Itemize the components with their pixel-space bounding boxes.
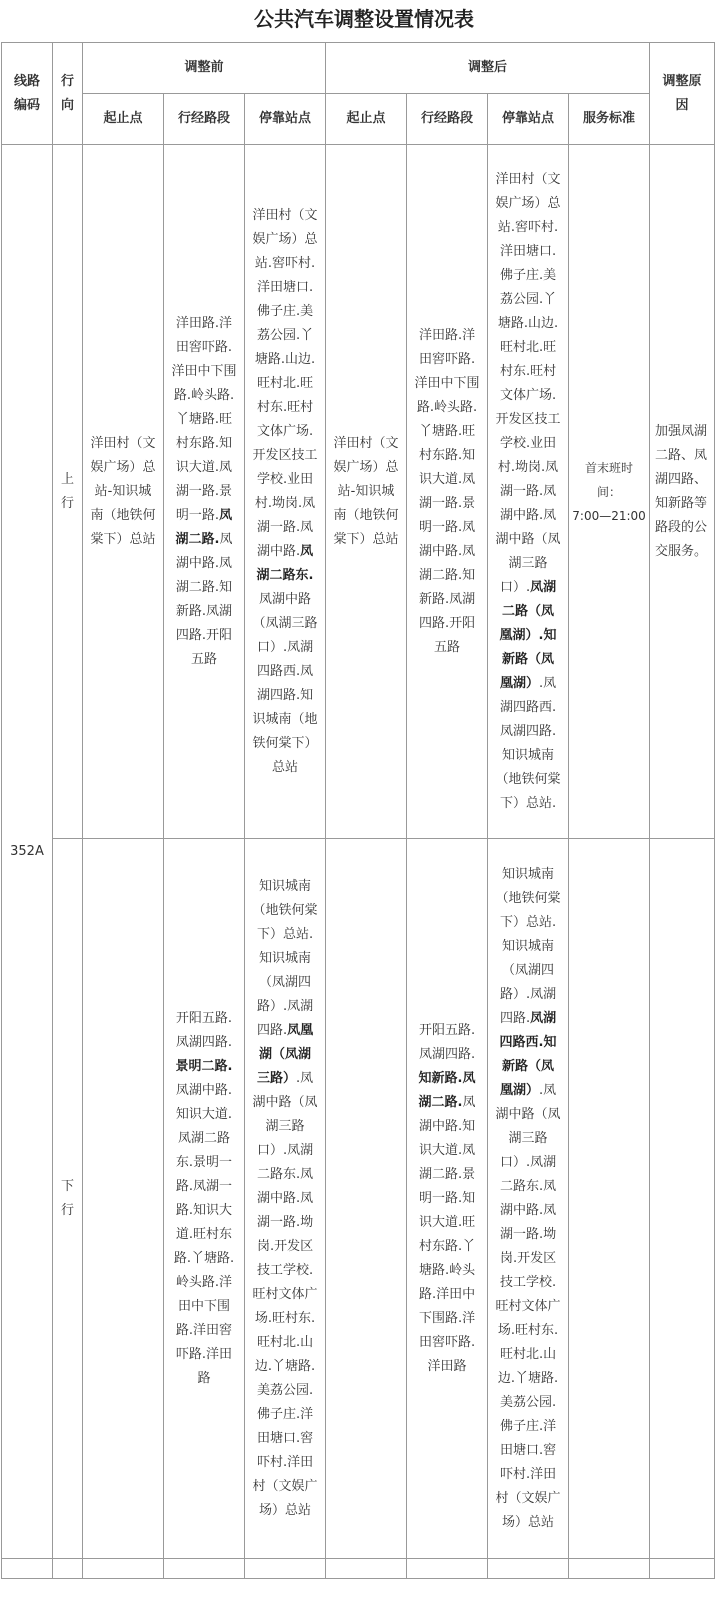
header-service: 服务标准 xyxy=(569,94,650,145)
header-before-endpoints: 起止点 xyxy=(83,94,164,145)
header-direction: 行 向 xyxy=(53,43,83,145)
before-route-cell xyxy=(164,145,245,839)
after-route-cell xyxy=(407,839,488,1559)
header-line-code: 线路 编码 xyxy=(2,43,53,145)
after-stops-cell xyxy=(488,145,569,839)
reason-cell: 加强凤湖 二路、凤 湖四路、 知新路等 路段的公 交服务。 xyxy=(650,145,715,839)
before-endpoints-cell xyxy=(83,839,164,1559)
after-endpoints-cell: 洋田村（文 娱广场）总 站-知识城 南（地铁何 棠下）总站 xyxy=(326,145,407,839)
text-segment: 凤 湖中路.凤 湖二路.知 新路.凤湖 四路.开阳 五路 xyxy=(175,531,233,667)
table-row xyxy=(2,145,715,839)
highlighted-text: 凤湖 二路（凤 凰湖）.知 新路（凤 凰湖） xyxy=(499,579,557,691)
header-before-route: 行经路段 xyxy=(164,94,245,145)
highlighted-text: 凤 湖二路东. xyxy=(256,543,314,583)
header-before-stops: 停靠站点 xyxy=(245,94,326,145)
partial-cell xyxy=(83,1559,164,1579)
partial-cell xyxy=(2,1559,53,1579)
text-segment: 凤 湖中路.知 识大道.凤 湖二路.景 明一路.知 识大道.旺 村东路.丫 塘路.岭头 路.洋田中 下围路.洋 田窖吓路. 洋田路 xyxy=(418,1094,476,1374)
text-segment: 洋田路.洋 田窖吓路. 洋田中下围 路.岭头路. 丫塘路.旺 村东路.知 识大道.凤 湖一路.景 明一路. xyxy=(171,315,237,523)
direction-cell: 上 行 xyxy=(53,145,83,839)
partial-cell xyxy=(569,1559,650,1579)
partial-cell xyxy=(164,1559,245,1579)
reason-cell xyxy=(650,839,715,1559)
page-title: 公共汽车调整设置情况表 xyxy=(254,7,474,31)
text-segment: 洋田村（文 娱广场）总 站.窖吓村. 洋田塘口. 佛子庄.美 荔公园.丫 塘路.山边. 旺村北.旺 村东.旺村 文体广场. 开发区技工 学校.业田 村.坳岗.凤 湖一路.凤 湖中路.凤 湖中路（凤 湖三路 口）. xyxy=(495,171,561,595)
text-segment: 知识城南 （地铁何棠 下）总站. 知识城南 （凤湖四 路）.凤湖 四路. xyxy=(252,878,318,1038)
text-segment: 开阳五路. 凤湖四路. xyxy=(175,1010,233,1050)
header-after-route: 行经路段 xyxy=(407,94,488,145)
text-segment: .凤 湖中路（凤 湖三路 口）.凤湖 二路东.凤 湖中路.凤 湖一路.坳 岗.开发区 技工学校. 旺村文体广 场.旺村东. 旺村北.山 边.丫塘路. 美荔公园. 佛子庄.洋 田塘口.窖 吓村.洋田 村（文娱广 场）总站 xyxy=(252,1070,318,1518)
text-segment: 凤湖中路 （凤湖三路 口）.凤湖 四路西.凤 湖四路.知 识城南（地 铁何棠下） 总站 xyxy=(252,591,318,775)
partial-cell xyxy=(53,1559,83,1579)
text-segment: .凤 湖四路西. 凤湖四路. 知识城南 （地铁何棠 下）总站. xyxy=(495,675,561,811)
table-row-partial xyxy=(2,1559,715,1579)
partial-cell xyxy=(326,1559,407,1579)
service-cell xyxy=(569,839,650,1559)
before-stops-cell xyxy=(245,839,326,1559)
text-segment: 开阳五路. 凤湖四路. xyxy=(418,1022,476,1062)
after-stops-cell xyxy=(488,839,569,1559)
partial-cell xyxy=(407,1559,488,1579)
highlighted-text: 凤 湖二路. xyxy=(175,507,233,547)
adjustment-table xyxy=(1,42,715,1579)
partial-cell xyxy=(650,1559,715,1579)
partial-cell xyxy=(245,1559,326,1579)
header-after-endpoints: 起止点 xyxy=(326,94,407,145)
after-endpoints-cell xyxy=(326,839,407,1559)
partial-cell xyxy=(488,1559,569,1579)
text-segment: 洋田路.洋 田窖吓路. 洋田中下围 路.岭头路. 丫塘路.旺 村东路.知 识大道.凤 湖一路.景 明一路.凤 湖中路.凤 湖二路.知 新路.凤湖 四路.开阳 五路 xyxy=(414,327,480,655)
text-segment: 凤湖中路. 知识大道. 凤湖二路 东.景明一 路.凤湖一 路.知识大 道.旺村东 路.丫塘路. 岭头路.洋 田中下围 路.洋田窖 吓路.洋田 路 xyxy=(173,1082,235,1386)
header-reason: 调整原 因 xyxy=(650,43,715,145)
highlighted-text: 知新路.凤 湖二路. xyxy=(418,1070,476,1110)
before-route-cell xyxy=(164,839,245,1559)
highlighted-text: 凤凰 湖（凤湖 三路） xyxy=(256,1022,314,1086)
highlighted-text: 景明二路. xyxy=(175,1058,233,1074)
header-before: 调整前 xyxy=(83,43,326,94)
text-segment: 洋田村（文 娱广场）总 站.窖吓村. 洋田塘口. 佛子庄.美 荔公园.丫 塘路.山边. 旺村北.旺 村东.旺村 文体广场. 开发区技工 学校.业田 村.坳岗.凤 湖一路.凤 湖中路. xyxy=(252,207,318,559)
text-segment: 知识城南 （地铁何棠 下）总站. 知识城南 （凤湖四 路）.凤湖 四路. xyxy=(495,866,561,1026)
service-cell: 首末班时 间： 7:00—21:00 xyxy=(569,145,650,839)
header-after-stops: 停靠站点 xyxy=(488,94,569,145)
line-code-cell: 352A xyxy=(2,145,53,1559)
after-route-cell xyxy=(407,145,488,839)
before-endpoints-cell: 洋田村（文 娱广场）总 站-知识城 南（地铁何 棠下）总站 xyxy=(83,145,164,839)
before-stops-cell xyxy=(245,145,326,839)
header-after: 调整后 xyxy=(326,43,650,94)
table-row xyxy=(2,839,715,1559)
text-segment: .凤 湖中路（凤 湖三路 口）.凤湖 二路东.凤 湖中路.凤 湖一路.坳 岗.开发区 技工学校. 旺村文体广 场.旺村东. 旺村北.山 边.丫塘路. 美荔公园. 佛子庄.洋 田塘口.窖 吓村.洋田 村（文娱广 场）总站 xyxy=(495,1082,561,1530)
direction-cell: 下 行 xyxy=(53,839,83,1559)
highlighted-text: 凤湖 四路西.知 新路（凤 凰湖） xyxy=(499,1010,557,1098)
